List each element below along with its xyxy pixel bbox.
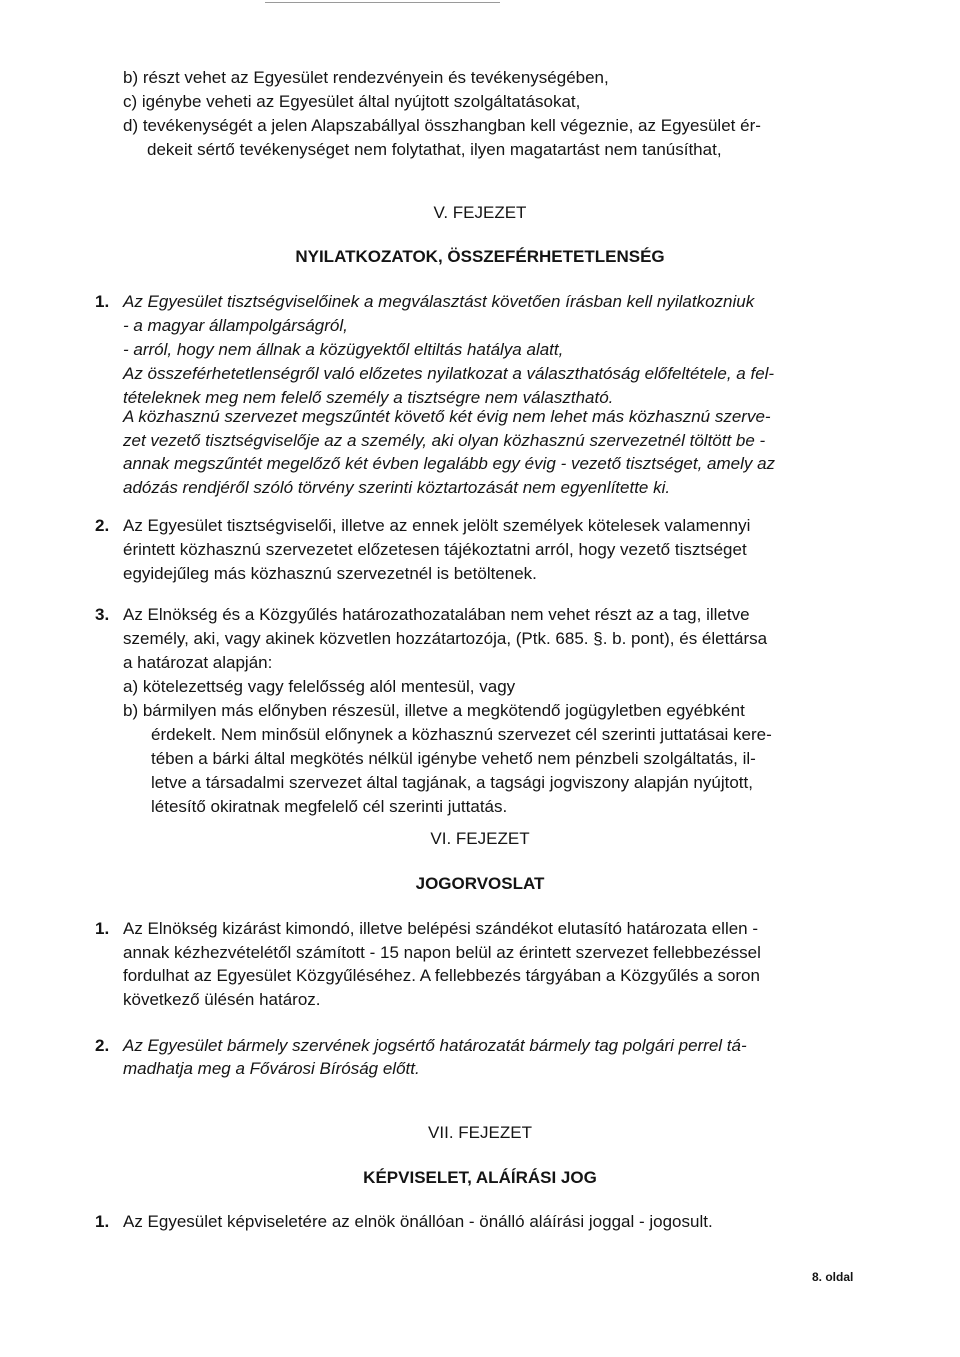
ch6-p2-line: madhatja meg a Fővárosi Bíróság előtt. (123, 1059, 420, 1078)
ch5-p1-line: Az összeférhetetlenségről való előzetes nyilatkozat a választhatóság előfeltétele, a fel- (123, 364, 775, 383)
ch5-paragraph-3-number: 3. (95, 605, 110, 624)
ch6-paragraph-1-number: 1. (95, 919, 110, 938)
ch5-paragraph-1-number: 1. (95, 292, 110, 311)
ch5-p1-line: - a magyar állampolgárságról, (123, 316, 348, 335)
ch5-p1-line: adózás rendjéről szóló törvény szerinti köztartozását nem egyenlítette ki. (123, 478, 671, 497)
ch6-p1-line: Az Elnökség kizárást kimondó, illetve belépési szándékot elutasító határozata ellen - (123, 919, 759, 938)
ch5-p3-line: letve a társadalmi szervezet által tagjának, a tagsági jogviszony alapján nyújtott, (151, 773, 753, 792)
ch5-p1-line: - arról, hogy nem állnak a közügyektől eltiltás hatálya alatt, (123, 340, 564, 359)
ch5-p3-item-a: a) kötelezettség vagy felelősség alól mentesül, vagy (123, 677, 516, 696)
scan-artifact-line (265, 2, 500, 3)
ch5-p1-line: zet vezető tisztségviselője az a személy, aki olyan közhasznú szervezetnél töltött be - (123, 431, 766, 450)
ch5-p3-line: érdekelt. Nem minősül előnynek a közhasznú szervezet cél szerinti juttatásai kere- (151, 725, 772, 744)
ch5-p3-line: tében a bárki által megkötés nélkül igénybe vehető nem pénzbeli szolgáltatás, il- (151, 749, 756, 768)
ch5-p2-line: Az Egyesület tisztségviselői, illetve az ennek jelölt személyek kötelesek valamennyi (123, 516, 751, 535)
ch5-p3-line: Az Elnökség és a Közgyűlés határozathozatalában nem vehet részt az a tag, illetve (123, 605, 750, 624)
ch7-p1-line: Az Egyesület képviseletére az elnök önállóan - önálló aláírási joggal - jogosult. (123, 1212, 713, 1231)
intro-line-d-cont: dekeit sértő tevékenységet nem folytathat, ilyen magatartást nem tanúsíthat, (147, 140, 722, 159)
ch6-p1-line: fordulhat az Egyesület Közgyűléséhez. A fellebbezés tárgyában a Közgyűlés a soron (123, 966, 760, 985)
ch5-paragraph-2-number: 2. (95, 516, 110, 535)
chapter-5-number: V. FEJEZET (433, 203, 527, 222)
ch6-p1-line: annak kézhezvételétől számított - 15 napon belül az érintett szervezet fellebbezéssel (123, 943, 761, 962)
page-number: 8. oldal (812, 1270, 854, 1284)
intro-line-b: b) részt vehet az Egyesület rendezvényein és tevékenységében, (123, 68, 609, 87)
chapter-6-number: VI. FEJEZET (430, 829, 530, 848)
ch5-p3-line: létesítő okiratnak megfelelő cél szerinti juttatás. (151, 797, 508, 816)
chapter-6-title: JOGORVOSLAT (415, 874, 545, 893)
ch5-p1-line: A közhasznú szervezet megszűntét követő két évig nem lehet más közhasznú szerve- (123, 407, 771, 426)
ch5-p1-line: Az Egyesület tisztségviselőinek a megválasztást követően írásban kell nyilatkozniuk (123, 292, 755, 311)
intro-line-c: c) igénybe veheti az Egyesület által nyújtott szolgáltatásokat, (123, 92, 581, 111)
ch5-p3-line: személy, aki, vagy akinek közvetlen hozzátartozója, (Ptk. 685. §. b. pont), és élettársa (123, 629, 768, 648)
ch5-p3-item-b: b) bármilyen más előnyben részesül, illetve a megkötendő jogügyletben egyébként (123, 701, 745, 720)
chapter-7-number: VII. FEJEZET (428, 1123, 532, 1142)
ch5-p1-line: annak megszűntét megelőző két évben legalább egy évig - vezető tisztséget, amely az (123, 454, 776, 473)
ch5-p1-line: tételeknek meg nem felelő személy a tisztségre nem választható. (123, 388, 614, 407)
chapter-7-title: KÉPVISELET, ALÁÍRÁSI JOG (363, 1168, 597, 1187)
ch6-p1-line: következő ülésén határoz. (123, 990, 321, 1009)
ch5-p2-line: érintett közhasznú szervezetet előzetesen tájékoztatni arról, hogy vezető tisztséget (123, 540, 747, 559)
intro-line-d: d) tevékenységét a jelen Alapszabállyal összhangban kell végeznie, az Egyesület ér- (123, 116, 761, 135)
ch5-p2-line: egyidejűleg más közhasznú szervezetnél is betöltenek. (123, 564, 537, 583)
ch5-p3-line: a határozat alapján: (123, 653, 273, 672)
ch6-paragraph-2-number: 2. (95, 1036, 110, 1055)
ch6-p2-line: Az Egyesület bármely szervének jogsértő határozatát bármely tag polgári perrel tá- (123, 1036, 747, 1055)
ch7-paragraph-1-number: 1. (95, 1212, 110, 1231)
chapter-5-title: NYILATKOZATOK, ÖSSZEFÉRHETETLENSÉG (295, 247, 665, 266)
